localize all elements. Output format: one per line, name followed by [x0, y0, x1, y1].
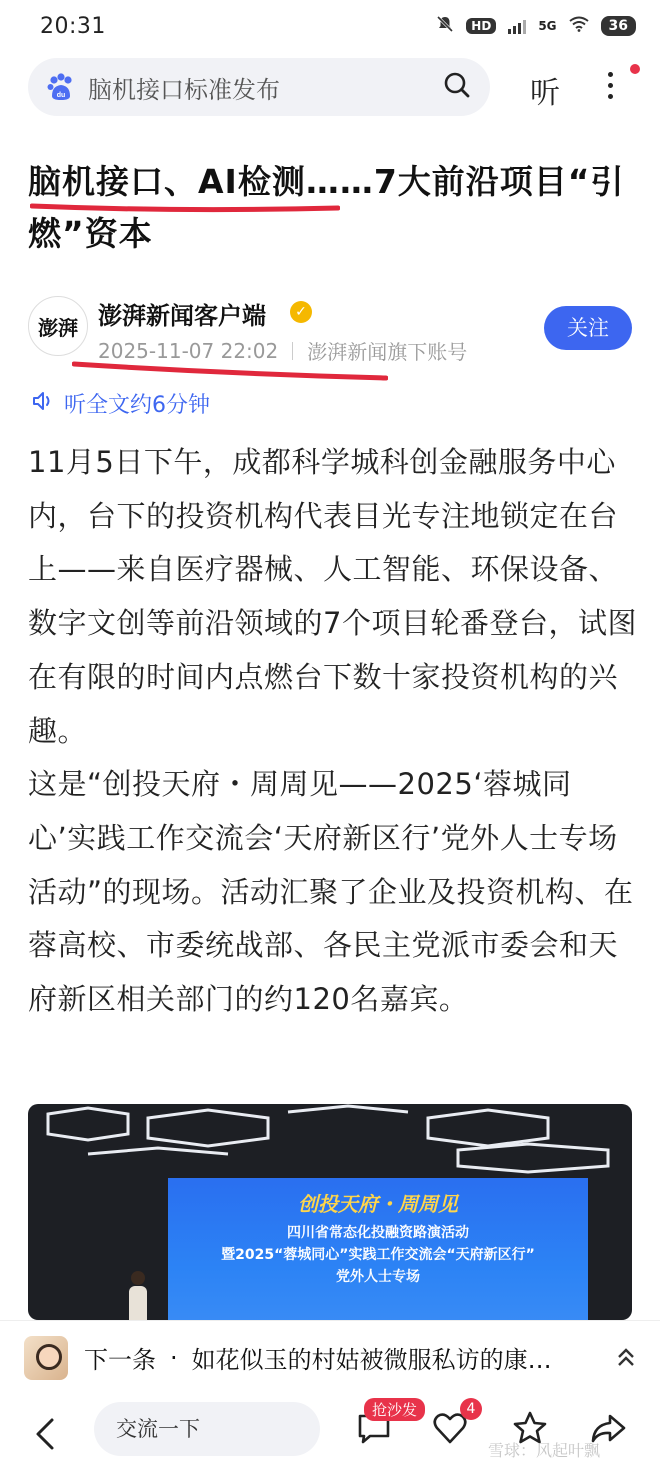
search-input[interactable] [28, 58, 490, 116]
battery-level: 36 [601, 16, 636, 36]
speaker-icon [32, 390, 56, 418]
listen-full-article[interactable] [32, 388, 210, 419]
next-label: 下一条 [84, 1346, 156, 1374]
article-title: 脑机接口、AI检测……7大前沿项目“引燃”资本 [28, 162, 625, 253]
hd-badge: HD [466, 18, 496, 34]
screen-line: 暨2025“蓉城同心”实践工作交流会“天府新区行” [221, 1247, 535, 1263]
comment-input[interactable]: 交流一下 [94, 1402, 320, 1456]
screen-line: 四川省常态化投融资路演活动 [287, 1225, 469, 1241]
status-time: 20:31 [40, 13, 106, 39]
status-bar [0, 0, 660, 52]
chevron-up-icon[interactable] [616, 1343, 636, 1373]
mute-icon [436, 15, 454, 37]
listen-button[interactable]: 听 [530, 76, 560, 111]
meta-divider [292, 342, 293, 360]
annotation-underline-title [30, 200, 340, 214]
screen-headline: 创投天府・周周见 [298, 1192, 458, 1216]
status-icons [436, 15, 636, 37]
listen-full-label: 听全文约6分钟 [64, 393, 210, 418]
more-menu-icon[interactable] [600, 66, 620, 106]
back-arrow-icon[interactable] [30, 1414, 60, 1454]
article-paragraph: 11月5日下午，成都科学城科创金融服务中心内，台下的投资机构代表目光专注地锁定在台上——来自医疗器械、人工智能、环保设备、数字文创等前沿领域的7个项目轮番登台，试图在有限的时间内点燃台下数十家投资机构的兴趣。 [28, 445, 637, 748]
account-note: 澎湃新闻旗下账号 [307, 340, 468, 364]
like-count-badge: 4 [460, 1398, 482, 1420]
next-separator: · [170, 1343, 178, 1372]
watermark: 雪球：风起叶飘 [488, 1441, 601, 1460]
publish-datetime: 2025-11-07 22:02 [98, 338, 279, 363]
next-article-title: 如花似玉的村姑被微服私访的康… [191, 1346, 552, 1374]
next-article-bar[interactable] [0, 1320, 660, 1394]
svg-text:du: du [56, 92, 66, 99]
search-query: 脑机接口标准发布 [88, 75, 280, 104]
ceiling-lights-graphic [28, 1104, 632, 1174]
author-name[interactable]: 澎湃新闻客户端 [98, 302, 266, 330]
author-avatar[interactable] [28, 296, 88, 356]
annotation-underline-meta [72, 360, 388, 382]
speaker-figure [124, 1268, 152, 1320]
notification-dot [630, 64, 640, 74]
signal-icon [508, 18, 526, 34]
verified-badge-icon: ✓ [290, 301, 312, 323]
stage-screen [168, 1178, 588, 1320]
article-paragraph: 这是“创投天府・周周见——2025‘蓉城同心’实践工作交流会‘天府新区行’党外人士专场活动”的现场。活动汇聚了企业及投资机构、在蓉高校、市委统战部、各民主党派市委会和天府新区相关部门的约120名嘉宾。 [28, 767, 634, 1017]
next-article-thumbnail [24, 1336, 68, 1380]
screen-line: 党外人士专场 [336, 1269, 420, 1285]
follow-button[interactable]: 关注 [544, 306, 632, 350]
article-photo[interactable] [28, 1104, 632, 1320]
network-type: 5G [538, 19, 557, 33]
bottom-toolbar [0, 1394, 660, 1472]
baidu-paw-icon [46, 72, 76, 102]
search-icon[interactable] [442, 70, 472, 104]
hot-comment-badge: 抢沙发 [364, 1398, 425, 1421]
author-logo-text: 澎湃 [38, 315, 78, 340]
article-body [28, 436, 640, 1027]
search-header [0, 58, 660, 118]
wifi-icon [569, 16, 589, 36]
